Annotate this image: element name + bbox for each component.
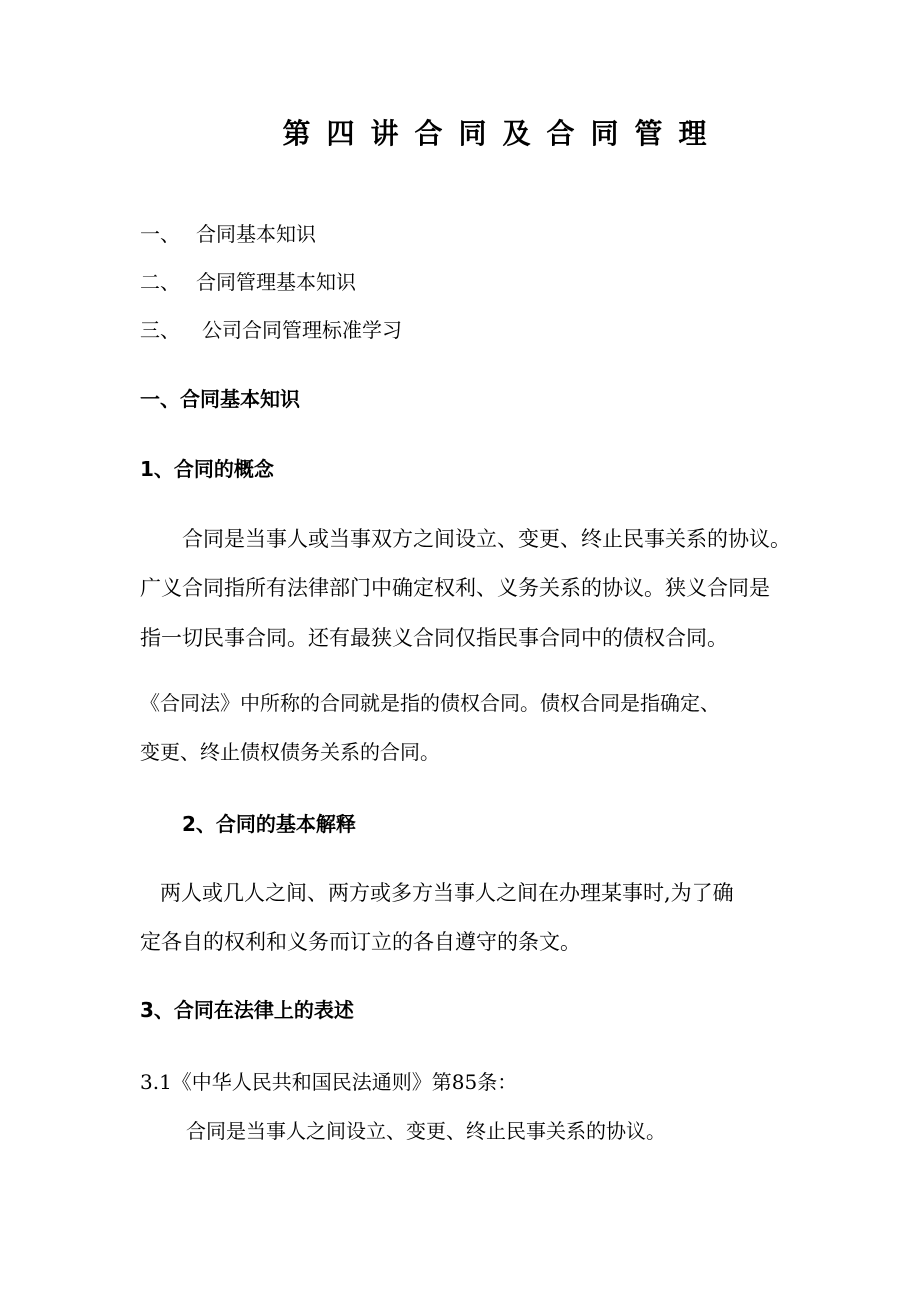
paragraph-line: 指一切民事合同。还有最狭义合同仅指民事合同中的债权合同。 (140, 626, 728, 650)
legal-citation-text: 合同是当事人之间设立、变更、终止民事关系的协议。 (186, 1119, 666, 1143)
legal-citation: 3.1《中华人民共和国民法通则》第85条： (140, 1070, 518, 1094)
subheading-legal-expression: 3、合同在法律上的表述 (140, 998, 354, 1022)
toc-item-1 (140, 224, 316, 244)
document-title: 第四讲合同及合同管理 (282, 117, 723, 150)
toc-item-2 (140, 272, 356, 292)
toc-item-label: 公司合同管理标准学习 (202, 318, 402, 342)
subheading-basic-interpretation: 2、合同的基本解释 (182, 812, 356, 836)
paragraph-line: 定各自的权利和义务而订立的各自遵守的条文。 (140, 930, 581, 954)
toc-item-3 (140, 320, 402, 340)
toc-item-number: 三、 (140, 318, 180, 342)
subheading-concept: 1、合同的概念 (140, 457, 274, 481)
paragraph-line: 合同是当事人或当事双方之间设立、变更、终止民事关系的协议。 (182, 527, 791, 551)
toc-item-label: 合同管理基本知识 (196, 270, 356, 294)
toc-item-number: 二、 (140, 270, 180, 294)
toc-item-number: 一、 (140, 222, 180, 246)
paragraph-line: 广义合同指所有法律部门中确定权利、义务关系的协议。狭义合同是 (140, 576, 770, 600)
paragraph-line: 《合同法》中所称的合同就是指的债权合同。债权合同是指确定、 (140, 691, 720, 715)
section-heading-basic-knowledge: 一、合同基本知识 (140, 387, 300, 411)
paragraph-line: 变更、终止债权债务关系的合同。 (140, 740, 440, 764)
paragraph-line: 两人或几人之间、两方或多方当事人之间在办理某事时,为了确 (160, 881, 734, 905)
toc-item-label: 合同基本知识 (196, 222, 316, 246)
